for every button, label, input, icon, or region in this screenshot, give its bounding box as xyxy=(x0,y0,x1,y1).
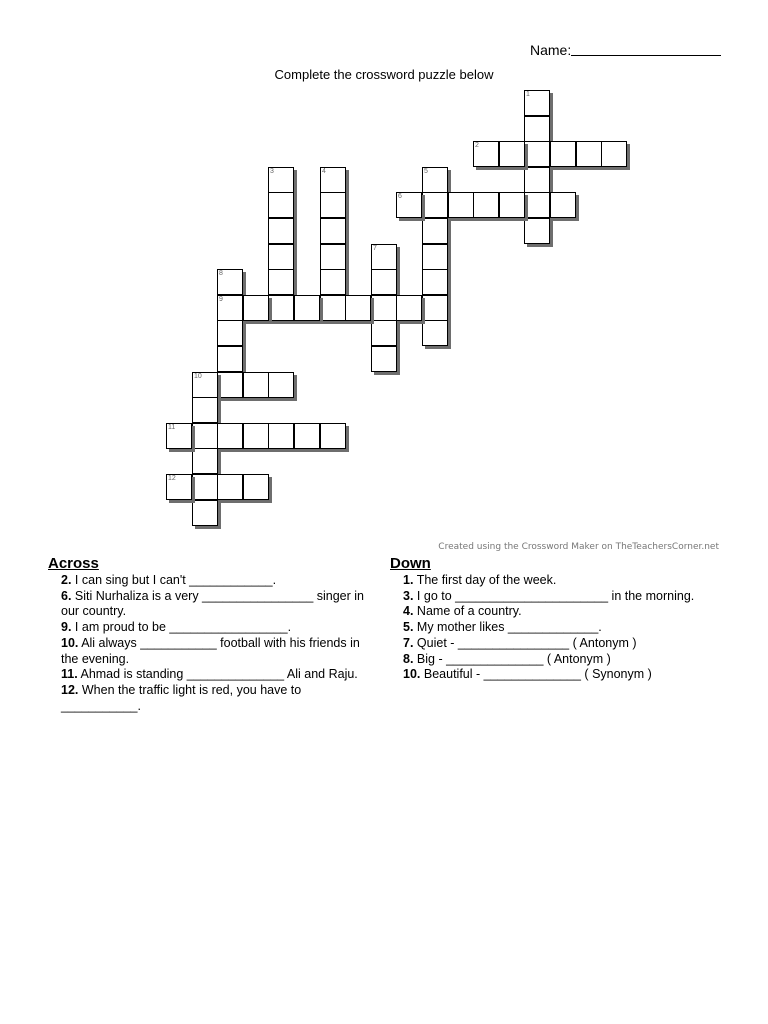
crossword-cell[interactable] xyxy=(524,218,550,244)
crossword-cell[interactable] xyxy=(371,320,397,346)
crossword-cell[interactable] xyxy=(243,372,269,398)
down-clue-5 xyxy=(390,620,730,636)
clue-number: 1. xyxy=(403,573,414,587)
clue-number: 6. xyxy=(61,588,72,603)
clue-text: My mother likes _____________. xyxy=(416,620,602,635)
clue-number-label: 8 xyxy=(219,270,223,277)
clue-text: I go to ______________________ in the morning. xyxy=(416,588,695,603)
clue-number: 8. xyxy=(403,651,414,666)
clue-number: 3. xyxy=(403,588,414,603)
crossword-cell[interactable] xyxy=(268,167,294,193)
crossword-cell[interactable] xyxy=(217,474,243,500)
down-clue-1 xyxy=(390,573,730,589)
crossword-cell[interactable] xyxy=(320,295,346,321)
clue-text: Ali always ___________ football with his friends in the evening. xyxy=(61,635,360,666)
crossword-cell[interactable] xyxy=(422,320,448,346)
crossword-cell[interactable] xyxy=(524,141,550,167)
clue-number-label: 5 xyxy=(424,168,428,175)
crossword-cell[interactable] xyxy=(320,423,346,449)
clue-number-label: 6 xyxy=(398,193,402,200)
crossword-cell[interactable] xyxy=(473,141,499,167)
name-blank-line[interactable] xyxy=(571,41,721,56)
crossword-cell[interactable] xyxy=(371,346,397,372)
crossword-cell[interactable] xyxy=(499,141,525,167)
clue-number-label: 9 xyxy=(219,296,223,303)
name-label: Name: xyxy=(530,42,572,58)
crossword-cell[interactable] xyxy=(217,269,243,295)
clue-text: Beautiful - ______________ ( Synonym ) xyxy=(423,667,652,682)
crossword-cell[interactable] xyxy=(243,295,269,321)
instruction-text: Complete the crossword puzzle below xyxy=(274,67,494,82)
across-clue-6 xyxy=(48,589,378,620)
crossword-cell[interactable] xyxy=(268,218,294,244)
crossword-cell[interactable] xyxy=(192,372,218,398)
crossword-cell[interactable] xyxy=(243,423,269,449)
crossword-cell[interactable] xyxy=(243,474,269,500)
crossword-cell[interactable] xyxy=(371,269,397,295)
credit-text: Created using the Crossword Maker on TheTeachersCorner.net xyxy=(438,542,719,552)
crossword-cell[interactable] xyxy=(320,269,346,295)
crossword-cell[interactable] xyxy=(422,218,448,244)
crossword-cell[interactable] xyxy=(268,423,294,449)
crossword-cell[interactable] xyxy=(268,295,294,321)
crossword-cell[interactable] xyxy=(371,244,397,270)
clue-text: Ahmad is standing ______________ Ali and Raju. xyxy=(80,667,358,682)
crossword-cell[interactable] xyxy=(550,192,576,218)
clue-number-label: 11 xyxy=(168,424,176,431)
down-clues xyxy=(390,556,730,683)
across-heading: Across xyxy=(48,555,99,572)
crossword-cell[interactable] xyxy=(268,244,294,270)
crossword-cell[interactable] xyxy=(166,423,192,449)
clue-text: The first day of the week. xyxy=(416,573,557,587)
clue-text: Big - ______________ ( Antonym ) xyxy=(416,651,611,666)
crossword-cell[interactable] xyxy=(524,116,550,142)
clue-number: 10. xyxy=(61,635,79,650)
clue-number: 12. xyxy=(61,682,79,697)
clue-number: 4. xyxy=(403,604,414,619)
crossword-cell[interactable] xyxy=(320,218,346,244)
crossword-cell[interactable] xyxy=(396,192,422,218)
down-clue-4 xyxy=(390,604,730,620)
clue-number-label: 12 xyxy=(168,475,176,482)
crossword-cell[interactable] xyxy=(294,423,320,449)
crossword-cell[interactable] xyxy=(524,192,550,218)
crossword-cell[interactable] xyxy=(320,244,346,270)
crossword-cell[interactable] xyxy=(524,167,550,193)
down-heading: Down xyxy=(390,555,431,572)
crossword-cell[interactable] xyxy=(550,141,576,167)
crossword-cell[interactable] xyxy=(422,244,448,270)
crossword-cell[interactable] xyxy=(217,372,243,398)
clue-number: 11. xyxy=(61,667,78,682)
crossword-cell[interactable] xyxy=(192,448,218,474)
crossword-cell[interactable] xyxy=(268,269,294,295)
name-field[interactable] xyxy=(530,41,721,58)
across-clue-12 xyxy=(48,683,378,714)
crossword-cell[interactable] xyxy=(217,295,243,321)
clue-number: 9. xyxy=(61,620,72,635)
clue-number: 7. xyxy=(403,635,414,650)
down-clue-8 xyxy=(390,652,730,668)
across-clues xyxy=(48,556,378,714)
clue-text: When the traffic light is red, you have to ___________. xyxy=(61,682,302,713)
clue-number: 2. xyxy=(61,573,72,587)
clue-text: Siti Nurhaliza is a very ________________ singer in our country. xyxy=(61,588,364,619)
clue-text: I am proud to be _________________. xyxy=(74,620,292,635)
crossword-cell[interactable] xyxy=(448,192,474,218)
crossword-cell[interactable] xyxy=(166,474,192,500)
crossword-cell[interactable] xyxy=(499,192,525,218)
across-clue-9 xyxy=(48,620,378,636)
crossword-cell[interactable] xyxy=(422,295,448,321)
clue-number-label: 1 xyxy=(526,91,530,98)
down-clue-3 xyxy=(390,589,730,605)
crossword-cell[interactable] xyxy=(371,295,397,321)
crossword-cell[interactable] xyxy=(192,500,218,526)
clue-number: 10. xyxy=(403,667,421,682)
clue-text: Quiet - ________________ ( Antonym ) xyxy=(416,635,637,650)
crossword-cell[interactable] xyxy=(524,90,550,116)
crossword-cell[interactable] xyxy=(396,295,422,321)
clue-number: 5. xyxy=(403,620,414,635)
crossword-cell[interactable] xyxy=(268,372,294,398)
clue-text: I can sing but I can't ____________. xyxy=(74,573,277,587)
crossword-cell[interactable] xyxy=(268,192,294,218)
down-clue-list xyxy=(390,573,730,683)
crossword-cell[interactable] xyxy=(320,167,346,193)
across-clue-list xyxy=(48,573,378,714)
crossword-cell[interactable] xyxy=(217,320,243,346)
crossword-cell[interactable] xyxy=(192,423,218,449)
across-clue-11 xyxy=(48,667,378,683)
clue-text: Name of a country. xyxy=(416,604,522,619)
down-clue-7 xyxy=(390,636,730,652)
crossword-cell[interactable] xyxy=(422,192,448,218)
crossword-cell[interactable] xyxy=(422,269,448,295)
clue-number-label: 4 xyxy=(322,168,326,175)
across-clue-10 xyxy=(48,636,378,667)
clue-number-label: 3 xyxy=(270,168,274,175)
crossword-cell[interactable] xyxy=(192,397,218,423)
clue-number-label: 7 xyxy=(373,245,377,252)
crossword-cell[interactable] xyxy=(576,141,602,167)
crossword-cell[interactable] xyxy=(320,192,346,218)
clue-number-label: 2 xyxy=(475,142,479,149)
down-clue-10 xyxy=(390,667,730,683)
crossword-cell[interactable] xyxy=(345,295,371,321)
clue-number-label: 10 xyxy=(194,373,202,380)
crossword-cell[interactable] xyxy=(217,423,243,449)
crossword-cell[interactable] xyxy=(217,346,243,372)
crossword-cell[interactable] xyxy=(473,192,499,218)
across-clue-2 xyxy=(48,573,378,589)
crossword-cell[interactable] xyxy=(192,474,218,500)
crossword-cell[interactable] xyxy=(294,295,320,321)
crossword-cell[interactable] xyxy=(422,167,448,193)
crossword-cell[interactable] xyxy=(601,141,627,167)
